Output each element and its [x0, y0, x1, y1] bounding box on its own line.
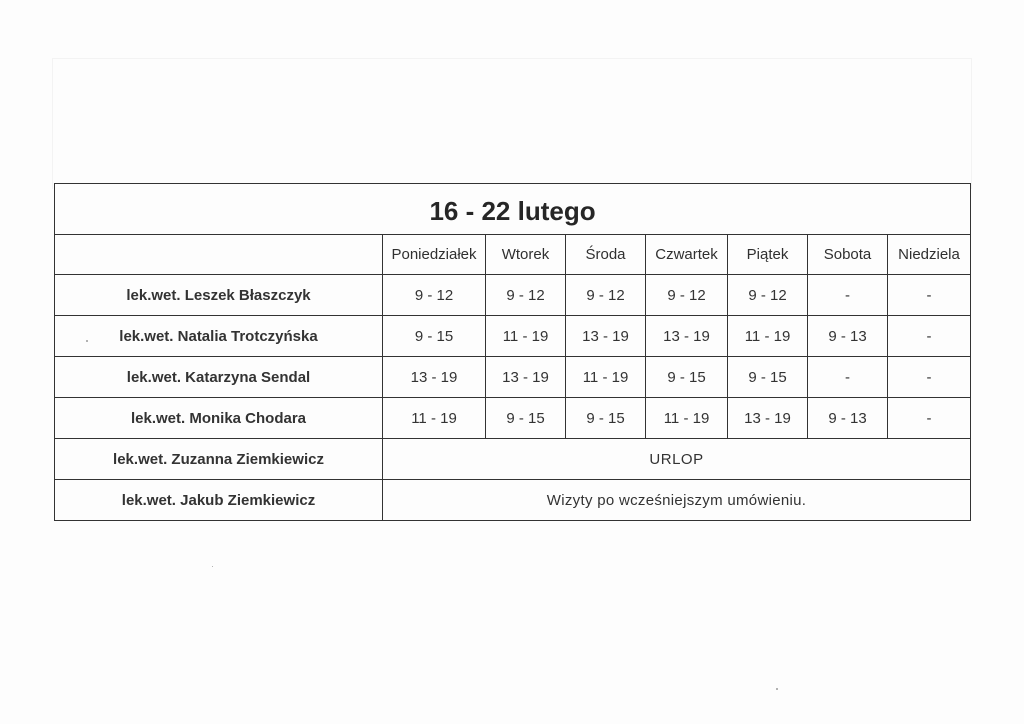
- hours-cell: 9 - 12: [566, 275, 646, 316]
- hours-cell: 11 - 19: [728, 316, 808, 357]
- hours-cell: 13 - 19: [646, 316, 728, 357]
- title-cell: [55, 184, 971, 235]
- table-row: [55, 480, 971, 521]
- hours-cell: 9 - 12: [728, 275, 808, 316]
- page-frame: [52, 58, 972, 189]
- hours-cell: 13 - 19: [486, 357, 566, 398]
- day-header: Czwartek: [646, 235, 728, 275]
- schedule-title: 16 - 22 lutego: [429, 195, 596, 226]
- hours-cell: 13 - 19: [566, 316, 646, 357]
- hours-cell: 9 - 15: [383, 316, 486, 357]
- header-row: [55, 235, 971, 275]
- day-header: Sobota: [808, 235, 888, 275]
- hours-cell: 9 - 15: [566, 398, 646, 439]
- hours-cell: 9 - 15: [728, 357, 808, 398]
- hours-cell: 9 - 15: [646, 357, 728, 398]
- doctor-name: lek.wet. Natalia Trotczyńska: [55, 316, 383, 357]
- hours-cell: 9 - 12: [646, 275, 728, 316]
- day-header: Piątek: [728, 235, 808, 275]
- table-row: [55, 275, 971, 316]
- day-header: Wtorek: [486, 235, 566, 275]
- day-header: Niedziela: [888, 235, 971, 275]
- hours-cell: 11 - 19: [383, 398, 486, 439]
- table-row: [55, 357, 971, 398]
- scan-speck: [212, 566, 213, 567]
- hours-cell: 9 - 12: [383, 275, 486, 316]
- leave-note: URLOP: [383, 439, 971, 480]
- doctor-name: lek.wet. Zuzanna Ziemkiewicz: [55, 439, 383, 480]
- hours-cell: -: [888, 357, 971, 398]
- hours-cell: 9 - 12: [486, 275, 566, 316]
- hours-cell: 11 - 19: [486, 316, 566, 357]
- hours-cell: -: [888, 316, 971, 357]
- hours-cell: 13 - 19: [383, 357, 486, 398]
- day-header: Środa: [566, 235, 646, 275]
- doctor-name: lek.wet. Jakub Ziemkiewicz: [55, 480, 383, 521]
- hours-cell: 11 - 19: [566, 357, 646, 398]
- hours-cell: -: [808, 275, 888, 316]
- hours-cell: 9 - 13: [808, 316, 888, 357]
- hours-cell: -: [888, 398, 971, 439]
- header-empty-cell: [55, 235, 383, 275]
- hours-cell: 9 - 13: [808, 398, 888, 439]
- scan-speck: [86, 340, 88, 342]
- hours-cell: 13 - 19: [728, 398, 808, 439]
- hours-cell: -: [808, 357, 888, 398]
- doctor-name: lek.wet. Monika Chodara: [55, 398, 383, 439]
- table-row: [55, 316, 971, 357]
- table-row: [55, 439, 971, 480]
- doctor-name: lek.wet. Leszek Błaszczyk: [55, 275, 383, 316]
- table-row: [55, 398, 971, 439]
- hours-cell: 11 - 19: [646, 398, 728, 439]
- hours-cell: 9 - 15: [486, 398, 566, 439]
- day-header: Poniedziałek: [383, 235, 486, 275]
- doctor-name: lek.wet. Katarzyna Sendal: [55, 357, 383, 398]
- schedule-table: [54, 183, 971, 521]
- appointment-note: Wizyty po wcześniejszym umówieniu.: [383, 480, 971, 521]
- scan-speck: [776, 688, 778, 690]
- hours-cell: -: [888, 275, 971, 316]
